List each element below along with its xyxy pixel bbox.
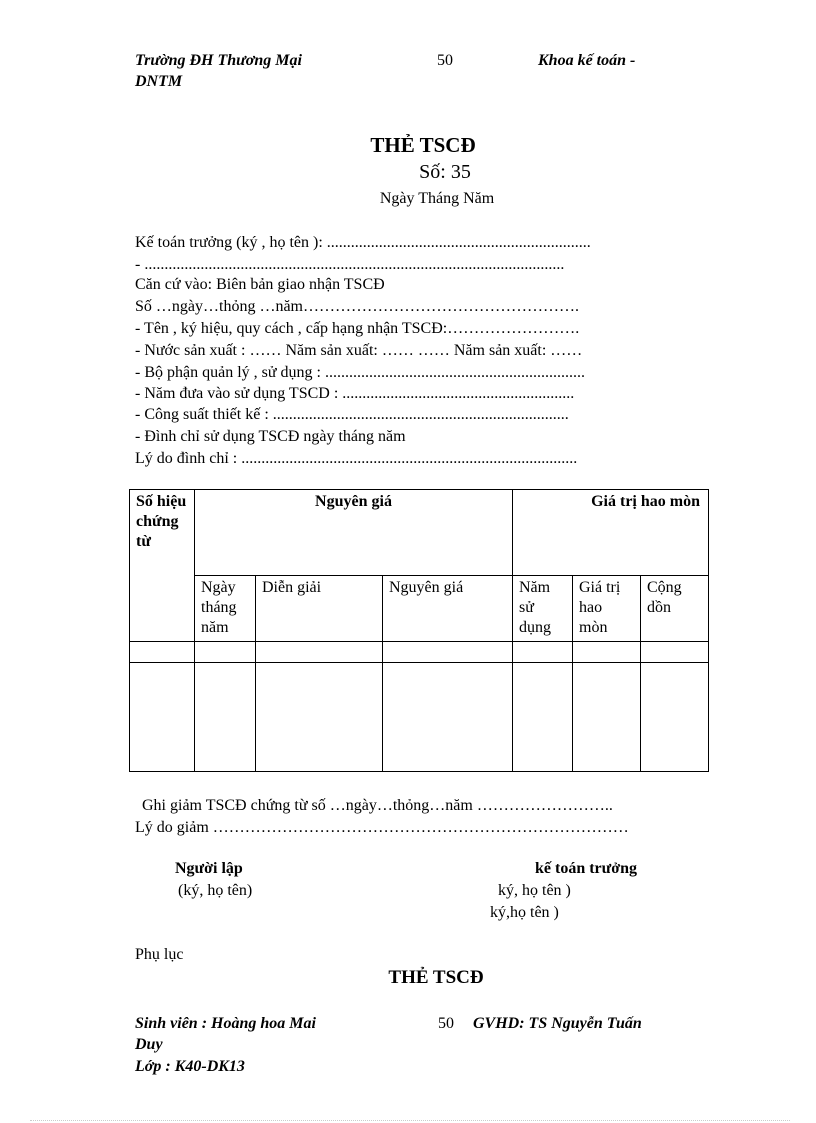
appendix-title: THẺ TSCĐ [388, 967, 484, 988]
page-title: THẺ TSCĐ [370, 133, 476, 157]
table-subheader-row [130, 576, 709, 642]
field-chief-accountant: Kế toán trưởng (ký , họ tên ): .................................................................. [135, 234, 591, 251]
field-asset-name: - Tên , ký hiệu, quy cách , cấp hạng nhận TSCĐ:……………………. [135, 320, 580, 337]
group-original-cost: Nguyên giá [195, 490, 513, 576]
advisor: GVHD: TS Nguyễn Tuấn [473, 1015, 642, 1032]
footer-page-number: 50 [438, 1015, 454, 1032]
col-depreciation-value: Giá trị hao mòn [573, 576, 641, 642]
table-cell [641, 642, 709, 663]
accountant-title: kế toán trưởng [535, 860, 638, 877]
table-header-row [130, 490, 709, 576]
field-suspension-reason: Lý do đình chỉ : .................................................................................... [135, 450, 578, 467]
header-school-line1: Trường ĐH Thương Mại [135, 52, 302, 69]
col-year-used: Năm sử dụng [513, 576, 573, 642]
student-class: Lớp : K40-DK13 [135, 1058, 245, 1075]
asset-card-table [129, 489, 709, 772]
table-cell [383, 663, 513, 772]
table-cell [641, 663, 709, 772]
field-year-in-use: - Năm đưa vào sử dụng TSCD : .......................................................... [135, 385, 575, 402]
table-cell [383, 642, 513, 663]
field-based-on: Căn cứ vào: Biên bản giao nhận TSCĐ [135, 276, 385, 293]
preparer-title: Người lập [175, 860, 243, 877]
student-name-line1: Sinh viên : Hoàng hoa Mai [135, 1015, 316, 1032]
accountant-note2: ký,họ tên ) [490, 904, 559, 921]
table-cell [256, 642, 383, 663]
field-country: - Nước sản xuất : …… Năm sản xuất: …… …… Năm sản xuất: …… [135, 342, 583, 359]
field-department: - Bộ phận quản lý , sử dụng : ................................................................. [135, 364, 585, 381]
field-suspension: - Đình chỉ sử dụng TSCĐ ngày tháng năm [135, 428, 406, 445]
col-description: Diễn giải [256, 576, 383, 642]
table-cell [513, 663, 573, 772]
header-faculty: Khoa kế toán - [538, 52, 636, 69]
accountant-note1: ký, họ tên ) [498, 882, 571, 899]
table-cell [130, 642, 195, 663]
page-bottom-divider [30, 1120, 790, 1121]
decrease-line: Ghi giảm TSCĐ chứng từ số …ngày…thỏng…năm …………………….. [142, 797, 613, 814]
preparer-note: (ký, họ tên) [178, 882, 253, 899]
card-date: Ngày Tháng Năm [379, 190, 495, 207]
header-school-line2: DNTM [135, 73, 183, 90]
col-original-cost: Nguyên giá [383, 576, 513, 642]
field-capacity: - Công suất thiết kế : .......................................................................... [135, 406, 569, 423]
group-depreciation: Giá trị hao mòn [513, 490, 709, 576]
col-document-number: Số hiệu chứng từ [130, 490, 195, 642]
table-cell [195, 642, 256, 663]
field-blank-line: - ......................................................................................................... [135, 256, 565, 273]
col-date: Ngày tháng năm [195, 576, 256, 642]
student-name-line2: Duy [135, 1036, 163, 1053]
header-page-number: 50 [437, 52, 453, 69]
table-cell [130, 663, 195, 772]
appendix-label: Phụ lục [135, 946, 184, 963]
card-number: Số: 35 [419, 161, 471, 183]
table-row [130, 663, 709, 772]
field-doc-date: Số …ngày…thỏng …năm……………………………………………. [135, 298, 579, 315]
table-cell [256, 663, 383, 772]
table-cell [513, 642, 573, 663]
col-accumulated: Cộng dồn [641, 576, 709, 642]
table-cell [573, 642, 641, 663]
table-cell [573, 663, 641, 772]
table-row [130, 642, 709, 663]
decrease-reason-line: Lý do giảm …………………………………………………………………… [135, 819, 629, 836]
table-cell [195, 663, 256, 772]
